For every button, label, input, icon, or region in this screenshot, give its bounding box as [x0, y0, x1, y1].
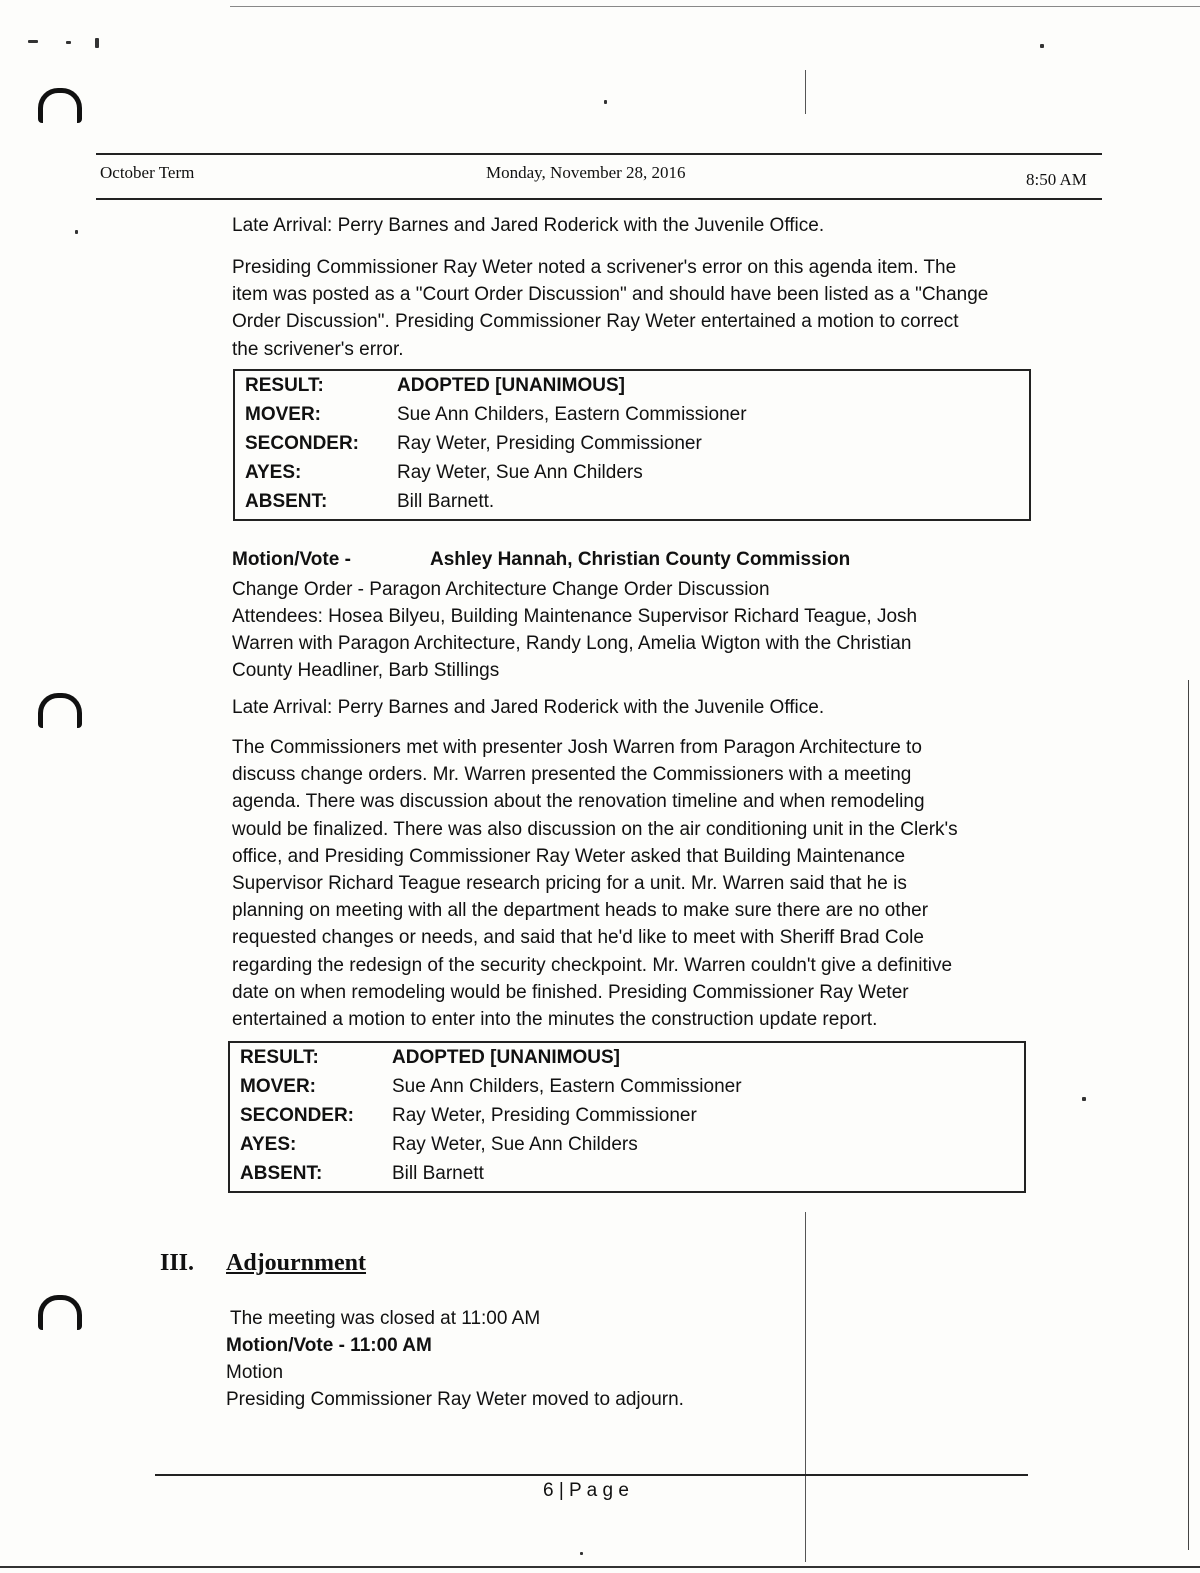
change-order-text: Change Order - Paragon Architecture Change Order Discussion	[232, 579, 770, 600]
motion-label: Motion/Vote -	[232, 549, 351, 570]
scan-line	[1188, 680, 1189, 1550]
scan-speck	[1082, 1097, 1086, 1101]
text-line: item was posted as a "Court Order Discussion" and should have been listed as a "Change	[232, 284, 989, 306]
binder-hole-mark	[38, 88, 82, 123]
text-line: Warren with Paragon Architecture, Randy Long, Amelia Wigton with the Christian	[232, 633, 912, 655]
header-bottom-rule	[96, 198, 1102, 200]
motion-presenter: Ashley Hannah, Christian County Commission	[430, 549, 851, 570]
text-line: the scrivener's error.	[232, 338, 404, 360]
text-line: regarding the redesign of the security checkpoint. Mr. Warren couldn't give a definitive	[232, 954, 953, 976]
header-date: Monday, November 28, 2016	[486, 163, 686, 182]
vote-value: Ray Weter, Presiding Commissioner	[397, 433, 702, 454]
text-line: planning on meeting with all the department heads to make sure there are no other	[232, 900, 929, 922]
text-line: Order Discussion". Presiding Commissioner Ray Weter entertained a motion to correct	[232, 311, 959, 333]
vote-label: RESULT:	[245, 375, 324, 396]
scan-speck	[28, 40, 38, 43]
scrivener-paragraph	[232, 254, 1052, 363]
scan-speck	[66, 41, 71, 44]
text-line: discuss change orders. Mr. Warren presented the Commissioners with a meeting	[232, 764, 912, 786]
vote-result-box	[228, 1041, 1026, 1193]
text-line: The Commissioners met with presenter Josh Warren from Paragon Architecture to	[232, 737, 922, 758]
text-line: office, and Presiding Commissioner Ray Weter asked that Building Maintenance	[232, 845, 906, 867]
vote-label: AYES:	[245, 462, 302, 483]
header-time: 8:50 AM	[1026, 170, 1087, 189]
discussion-paragraph	[232, 734, 1052, 1033]
vote-value: Sue Ann Childers, Eastern Commissioner	[392, 1076, 742, 1097]
adjourn-motion-label: Motion	[226, 1362, 284, 1383]
text-line: Supervisor Richard Teague research pricing for a unit. Mr. Warren said that he is	[232, 873, 907, 895]
scan-speck	[604, 100, 607, 104]
text-line: date on when remodeling would be finished. Presiding Commissioner Ray Weter	[232, 981, 909, 1003]
footer-rule	[155, 1474, 1028, 1476]
vote-value: Ray Weter, Presiding Commissioner	[392, 1105, 697, 1126]
vote-value: Bill Barnett.	[397, 491, 495, 512]
attendees-paragraph	[232, 603, 1042, 685]
adjourn-motion-vote: Motion/Vote - 11:00 AM	[226, 1335, 432, 1356]
motion-vote-heading	[232, 549, 851, 571]
text-line: County Headliner, Barb Stillings	[232, 660, 500, 682]
header-term: October Term	[100, 163, 195, 182]
binder-hole-mark	[38, 1295, 82, 1330]
vote-value: ADOPTED [UNANIMOUS]	[397, 375, 625, 396]
late-arrival-text: Late Arrival: Perry Barnes and Jared Roderick with the Juvenile Office.	[232, 215, 825, 236]
vote-label: AYES:	[240, 1134, 297, 1155]
text-line: requested changes or needs, and said that he'd like to meet with Sheriff Brad Cole	[232, 927, 924, 949]
section-title: Adjournment	[226, 1250, 367, 1276]
text-line: Presiding Commissioner Ray Weter noted a scrivener's error on this agenda item. The	[232, 257, 957, 278]
text-line: agenda. There was discussion about the renovation timeline and when remodeling	[232, 791, 925, 813]
vote-label: ABSENT:	[240, 1163, 323, 1184]
page-number: 6 | P a g e	[543, 1480, 629, 1501]
vote-label: MOVER:	[240, 1076, 316, 1097]
vote-label: SECONDER:	[240, 1105, 355, 1126]
scan-speck	[75, 230, 78, 234]
binder-hole-mark	[38, 693, 82, 728]
text-line: would be finalized. There was also discussion on the air conditioning unit in the Clerk's	[232, 818, 958, 840]
vote-label: RESULT:	[240, 1047, 319, 1068]
vote-result-box	[233, 369, 1031, 521]
vote-label: MOVER:	[245, 404, 321, 425]
vote-value: ADOPTED [UNANIMOUS]	[392, 1047, 620, 1068]
vote-value: Bill Barnett	[392, 1163, 484, 1184]
section-number: III.	[160, 1250, 195, 1276]
scan-speck	[95, 38, 99, 48]
vote-label: SECONDER:	[245, 433, 360, 454]
scan-line	[805, 70, 806, 114]
vote-value: Sue Ann Childers, Eastern Commissioner	[397, 404, 747, 425]
header-top-rule	[96, 153, 1102, 155]
vote-value: Ray Weter, Sue Ann Childers	[397, 462, 643, 483]
adjourn-motion-text: Presiding Commissioner Ray Weter moved to adjourn.	[226, 1389, 684, 1410]
text-line: Attendees: Hosea Bilyeu, Building Maintenance Supervisor Richard Teague, Josh	[232, 606, 918, 627]
text-line: entertained a motion to enter into the minutes the construction update report.	[232, 1009, 878, 1031]
vote-label: ABSENT:	[245, 491, 328, 512]
late-arrival-text: Late Arrival: Perry Barnes and Jared Roderick with the Juvenile Office.	[232, 697, 825, 718]
vote-value: Ray Weter, Sue Ann Childers	[392, 1134, 638, 1155]
bottom-scan-edge	[0, 1566, 1200, 1568]
scan-speck	[580, 1552, 583, 1555]
meeting-closed-text: The meeting was closed at 11:00 AM	[230, 1308, 541, 1329]
top-scan-edge	[230, 6, 1200, 7]
scan-speck	[1040, 44, 1044, 48]
